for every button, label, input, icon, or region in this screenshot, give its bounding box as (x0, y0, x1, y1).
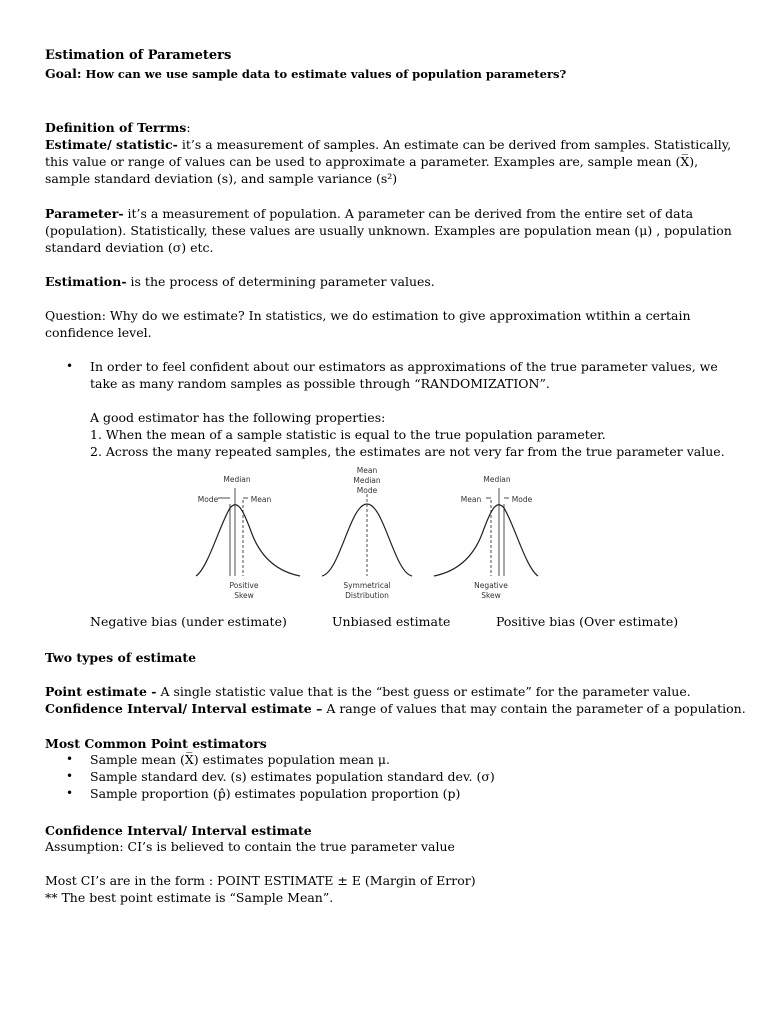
bullet1-line-2: take as many random samples as possible through “RANDOMIZATION”. (90, 376, 550, 391)
left-median-label: Median (223, 475, 251, 484)
ci-form: Most CI’s are in the form : POINT ESTIMATE ± E (Margin of Error) (45, 873, 476, 888)
parameter-line-1 (45, 205, 693, 222)
interval-estimate-text: A range of values that may contain the parameter of a population. (326, 701, 746, 716)
definitions-colon: : (186, 120, 191, 135)
parameter-text-1: it’s a measurement of population. A parameter can be derived from the entire set of data (127, 206, 694, 221)
unbiased-caption: Unbiased estimate (332, 614, 451, 629)
good-estimator-intro: A good estimator has the following properties: (90, 410, 386, 425)
estimate-line-1 (45, 136, 731, 153)
two-types-heading: Two types of estimate (45, 650, 197, 665)
parameter-line-2: (population). Statistically, these values are usually unknown. Examples are population mean (μ) , population (45, 223, 732, 238)
bullet-marker: • (66, 359, 74, 373)
estimate-line-3: sample standard deviation (s), and sample variance (s²) (45, 171, 398, 186)
goal-line (45, 65, 566, 83)
good-estimator-property-2: 2. Across the many repeated samples, the estimates are not very far from the true parameter value. (90, 444, 725, 459)
right-median-label: Median (483, 475, 511, 484)
bullet-marker: • (66, 769, 74, 783)
bullet-marker: • (66, 786, 74, 800)
estimation-line (45, 273, 435, 290)
point-estimate-line (45, 683, 691, 700)
parameter-line-3: standard deviation (σ) etc. (45, 240, 214, 255)
common-estimators-heading: Most Common Point estimators (45, 736, 267, 751)
estimate-term: Estimate/ statistic- (45, 137, 178, 152)
point-estimate-text: A single statistic value that is the “best guess or estimate” for the parameter value. (160, 684, 691, 699)
positive-skew-curve (196, 505, 300, 576)
left-caption-2: Skew (234, 591, 254, 600)
estimator-item-1: Sample mean (X̅) estimates population mean μ. (90, 752, 390, 767)
estimate-text-1: it’s a measurement of samples. An estimate can be derived from samples. Statistically, (181, 137, 732, 152)
goal-label: Goal: (45, 66, 82, 81)
definitions-heading-line (45, 119, 191, 136)
right-caption-1: Negative (474, 581, 508, 590)
negative-bias-caption: Negative bias (under estimate) (90, 614, 287, 629)
point-estimate-term: Point estimate - (45, 684, 157, 699)
estimation-text: is the process of determining parameter values. (130, 274, 435, 289)
good-estimator-property-1: 1. When the mean of a sample statistic is equal to the true population parameter. (90, 427, 606, 442)
center-caption-1: Symmetrical (343, 581, 391, 590)
definitions-heading: Definition of Terrms (45, 120, 187, 135)
estimation-term: Estimation- (45, 274, 127, 289)
right-mode-label: Mode (511, 495, 533, 504)
negative-skew-curve (434, 505, 538, 576)
bullet-marker: • (66, 752, 74, 766)
right-mean-label: Mean (460, 495, 482, 504)
question-line-2: confidence level. (45, 325, 152, 340)
left-mean-label: Mean (250, 495, 272, 504)
page-title: Estimation of Parameters (45, 48, 232, 63)
parameter-term: Parameter- (45, 206, 124, 221)
center-median-label: Median (353, 476, 381, 485)
interval-estimate-term: Confidence Interval/ Interval estimate – (45, 701, 323, 716)
ci-heading: Confidence Interval/ Interval estimate (45, 823, 312, 838)
estimator-item-3: Sample proportion (p̂) estimates population proportion (p) (90, 786, 461, 801)
ci-assumption: Assumption: CI’s is believed to contain the true parameter value (45, 839, 455, 854)
interval-estimate-line (45, 700, 746, 717)
right-caption-2: Skew (481, 591, 501, 600)
left-mode-label: Mode (197, 495, 219, 504)
center-caption-2: Distribution (345, 591, 389, 600)
estimator-item-2: Sample standard dev. (s) estimates population standard dev. (σ) (90, 769, 495, 784)
ci-note: ** The best point estimate is “Sample Mean”. (45, 890, 334, 905)
bullet1-line-1: In order to feel confident about our estimators as approximations of the true parameter values, we (90, 359, 718, 374)
estimate-line-2: this value or range of values can be used to approximate a parameter. Examples are, sample mean (X̅), (45, 154, 699, 169)
center-mean-label: Mean (356, 466, 378, 475)
center-mode-label: Mode (356, 486, 378, 495)
positive-bias-caption: Positive bias (Over estimate) (496, 614, 679, 629)
question-line-1: Question: Why do we estimate? In statistics, we do estimation to give approximation wtithin a certain (45, 308, 691, 323)
goal-text: How can we use sample data to estimate values of population parameters? (85, 67, 567, 81)
left-caption-1: Positive (229, 581, 259, 590)
